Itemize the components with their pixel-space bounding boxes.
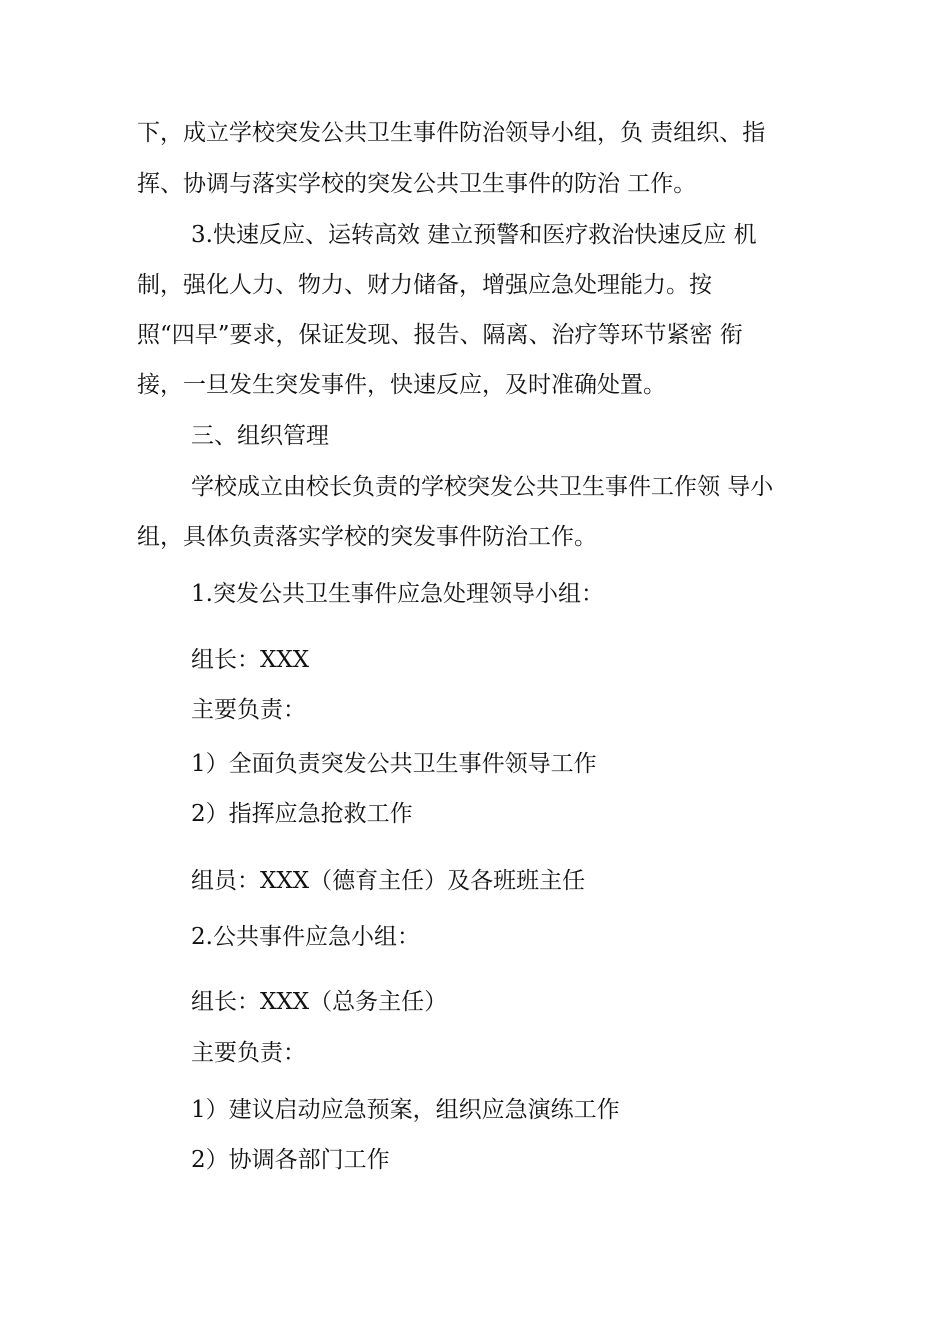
leader-line-2: 组长：XXX（总务主任） [191,989,448,1015]
responsibility-item-2-1: 1）建议启动应急预案，组织应急演练工作 [191,1097,620,1123]
paragraph-3-line-1: 学校成立由校长负责的学校突发公共卫生事件工作领 导小 [191,474,774,500]
paragraph-3-line-2: 组，具体负责落实学校的突发事件防治工作。 [137,524,597,550]
member-line-1: 组员：XXX（德育主任）及各班班主任 [191,868,586,894]
responsibility-label-2: 主要负责： [191,1040,306,1066]
leader-line-1: 组长：XXX [191,647,310,673]
responsibility-item-1-2: 2）指挥应急抢救工作 [191,801,413,827]
responsibility-item-2-2: 2）协调各部门工作 [191,1147,390,1173]
responsibility-label-1: 主要负责： [191,697,306,723]
paragraph-2-line-1: 3.快速反应、运转高效 建立预警和医疗救治快速反应 机 [191,222,757,248]
paragraph-2-line-2: 制，强化人力、物力、财力储备，增强应急处理能力。按 [137,272,712,298]
paragraph-2-line-4: 接，一旦发生突发事件，快速反应，及时准确处置。 [137,372,666,398]
section-heading: 三、组织管理 [191,423,329,449]
subheading-1: 1.突发公共卫生事件应急处理领导小组： [191,581,604,607]
text-segment: 下，成立学校突发公共卫生事件防治领导小组，负 责组织、指 [137,120,766,146]
paragraph-1-line-2: 挥、协调与落实学校的突发公共卫生事件的防治 工作。 [137,171,697,197]
paragraph-1-line-1 [137,118,827,148]
paragraph-2-line-3: 照“四早”要求，保证发现、报告、隔离、治疗等环节紧密 衔 [137,322,743,348]
responsibility-item-1-1: 1）全面负责突发公共卫生事件领导工作 [191,751,597,777]
subheading-2: 2.公共事件应急小组： [191,924,420,950]
